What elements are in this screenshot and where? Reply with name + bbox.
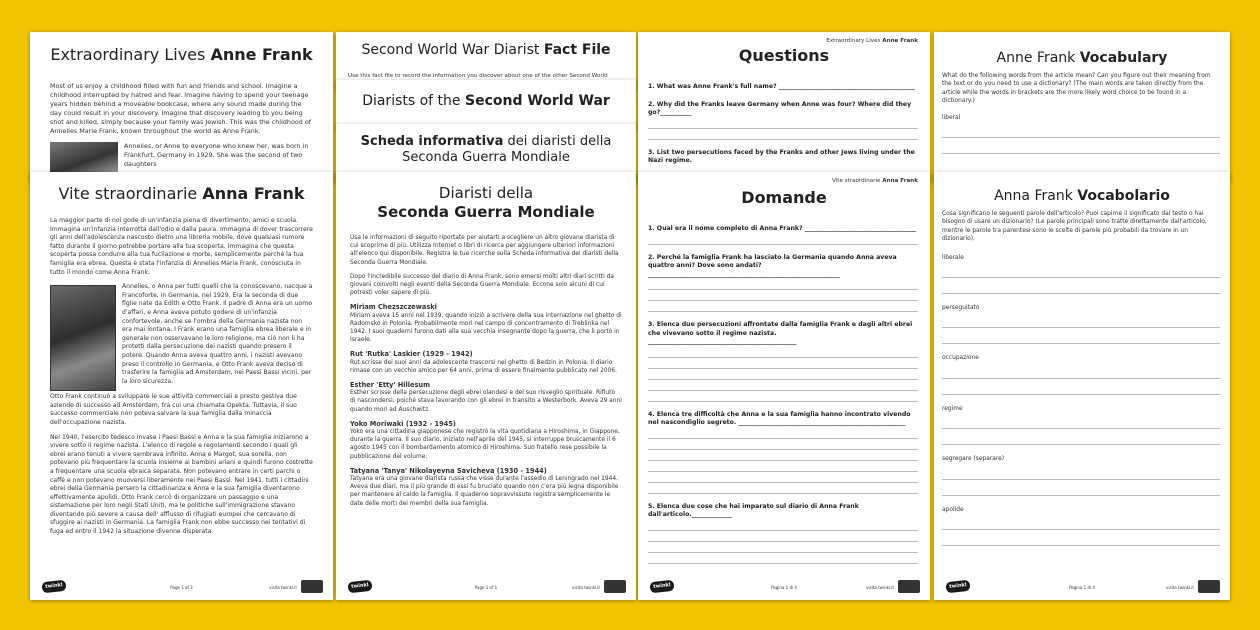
vocab-list xyxy=(942,254,1220,546)
paragraph: Annelies, or Anne to everyone who knew her, was born in Frankfurt, Germany in 1929. She was the second of two daughters xyxy=(124,142,309,168)
page-number: Pagina 1 di 4 xyxy=(1069,585,1095,590)
page-title: Vite straordinarie Anna Frank xyxy=(58,184,305,203)
brand-link: visita twinkl.it xyxy=(866,585,894,590)
answer-line[interactable] xyxy=(648,472,918,483)
answer-line[interactable] xyxy=(648,542,918,553)
page-title: Anne Frank Vocabulary xyxy=(996,50,1168,66)
twinkl-logo: twinkl xyxy=(41,580,66,593)
answer-line[interactable] xyxy=(942,312,1220,328)
worksheet-page-domande-it xyxy=(638,172,930,600)
answer-line[interactable] xyxy=(648,118,918,129)
answer-line[interactable] xyxy=(942,278,1220,294)
instructions: Use this fact file to record the information you discover about one of the other Second World xyxy=(348,73,608,79)
answer-line[interactable] xyxy=(942,413,1220,429)
twinkl-logo: twinkl xyxy=(347,580,372,593)
question-text: 5. Elenca due cose che hai imparato sul diario di Anna Frank dall'articolo._____________ xyxy=(648,502,859,518)
diarist-name: Tatyana 'Tanya' Nikolayevna Savicheva (1930 - 1944) xyxy=(350,466,547,475)
question-list xyxy=(638,207,930,564)
page-header: Extraordinary Lives Anne Frank xyxy=(826,38,918,44)
answer-line[interactable] xyxy=(942,429,1220,445)
twinkl-badge-icon xyxy=(898,580,920,593)
answer-line[interactable] xyxy=(942,122,1220,138)
answer-line[interactable] xyxy=(648,380,918,391)
page-number: Page 1 of 3 xyxy=(170,585,193,590)
diarist-name: Esther 'Etty' Hillesum xyxy=(350,381,430,390)
diarist-name: Miriam Chezszczewaski xyxy=(350,303,437,312)
answer-line[interactable] xyxy=(648,369,918,380)
page-title: Second World War Diarist Fact File xyxy=(361,42,611,58)
answer-line[interactable] xyxy=(942,514,1220,530)
answer-line[interactable] xyxy=(648,531,918,542)
answer-line[interactable] xyxy=(648,358,918,369)
worksheet-page-vite-straordinarie-it xyxy=(30,172,333,600)
twinkl-logo: twinkl xyxy=(945,580,970,593)
page-number: Page 1 of 1 xyxy=(474,585,498,590)
answer-line[interactable] xyxy=(648,483,918,494)
diarist-description: Rut scrisse dei suoi anni da adolescente trascorsi nel ghetto di Bedzin in Polonia. Il diario rimase con un vecchio amico per 64 anni, prima di essere finalmente pubblicato nel 2006. xyxy=(350,359,617,374)
brand-link: visita twinkl.it xyxy=(269,585,297,590)
photo-anne-frank xyxy=(50,142,118,172)
answer-line[interactable] xyxy=(942,262,1220,278)
question-text: 4. Elenca tre difficoltà che Anna e la sua famiglia hanno incontrato vivendo nel nascondiglio segreto. ______________________________________________________ xyxy=(648,410,911,426)
page-footer xyxy=(30,578,333,594)
diarist-name: Rut 'Rutka' Laskier (1929 - 1942) xyxy=(350,350,473,359)
answer-line[interactable] xyxy=(648,279,918,290)
page-footer xyxy=(934,578,1230,594)
answer-line[interactable] xyxy=(648,428,918,439)
brand-link: visita twinkl.it xyxy=(1166,585,1194,590)
answer-line[interactable] xyxy=(942,138,1220,154)
instructions: What do the following words from the article mean? Can you figure out their meaning from the text or do you need to use a dictionary? (The main words are taken directly from the article while the words in brackets are the more likely word choice to be found in a dictionary.) xyxy=(942,73,1211,105)
vocab-word: regime xyxy=(942,405,963,412)
question-text: 2. Perché la famiglia Frank ha lasciato la Germania quando Anna aveva quattro anni? Dove sono andati?______________________________________________________________ xyxy=(648,253,897,278)
answer-line[interactable] xyxy=(648,391,918,402)
worksheet-page-vocabulary-en xyxy=(934,32,1230,182)
diarist-description: Esther scrisse della persecuzione degli ebrei olandesi e del suo risveglio spirituale. Rifiutò di nascondersi, poiché stava lavorando con gli ebrei in transito a Westerbork. Aveva 29 anni quando morì ad Auschwitz. xyxy=(350,390,622,413)
worksheet-page-vocabolario-it xyxy=(934,172,1230,600)
diarist-description: Yoko era una cittadina giapponese che registrò la vita quotidiana a Hiroshima, in Giappone, durante la guerra. Il suo diario, iniziato nell'aprile del 1945, si interruppe bruscamente il 6 agosto 1945 con il bombardamento atomico di Hiroshima. Suo fratello rese possibile la pubblicazione del volume. xyxy=(350,429,620,460)
brand-link: visita twinkl.it xyxy=(572,585,600,590)
answer-line[interactable] xyxy=(942,328,1220,344)
paragraph: Annelies, o Anna per tutti quelli che la conoscevano, nacque a Francoforte, in Germania, nel 1929. Era la seconda di due figlie nate da Edith e Otto Frank. Il padre di Anna era un uomo d'affari, e Anna aveva potuto godere di un'infanzia confortevole, anche se l'ombra della Germania nazista non era mai lontana. I Frank erano una famiglia ebrea liberale e in generale non osservavano le loro religione, ma ciò non li ha protetti dalla persecuzione dei nazisti quando presero il potere. Quando Anna aveva quattro anni, i nazisti avevano preso il controllo in Germania, e Otto Frank aveva deciso di trasferire la famiglia ad Amsterdam, nei Paesi Bassi vicini, per la loro sicurezza. xyxy=(122,283,313,385)
vocab-word: liberal xyxy=(942,114,961,121)
answer-line[interactable] xyxy=(648,439,918,450)
twinkl-badge-icon xyxy=(1198,580,1220,593)
answer-line[interactable] xyxy=(648,129,918,140)
worksheet-page-diarists-en xyxy=(336,80,636,130)
question-text: 1. Qual era il nome completo di Anna Frank? ____________________________________ xyxy=(648,225,917,232)
answer-line[interactable] xyxy=(648,234,918,245)
answer-line[interactable] xyxy=(648,461,918,472)
page-footer xyxy=(638,578,930,594)
page-title: Anna Frank Vocabolario xyxy=(994,188,1170,204)
twinkl-logo: twinkl xyxy=(649,580,674,593)
answer-line[interactable] xyxy=(942,530,1220,546)
worksheet-page-extraordinary-lives-en xyxy=(30,32,333,182)
diarist-description: Tatyana era una giovane diarista russa che visse durante l'assedio di Leningrado nel 1944. Aveva due diari, ma il più grande di essi fu bruciato quando non c'era più legna disponibile per mantenere al caldo la famiglia. Il quaderno sopravvissuto registra semplicemente le date delle morti dei membri della sua famiglia. xyxy=(350,476,619,507)
paragraph: La maggior parte di noi gode di un'infanzia piena di divertimento, amici e scuola. Immagina un'infanzia interrotta dall'odio e dalla paura. Immagina di dover trascorrere gli anni dell'adolescenza nascosto dietro una libreria mobile, dove qualsiasi rumore fatto durante il giorno potrebbe portare alla tua scoperta. Immagina che questa scoperta possa condurre alla tua fucilazione e morte, semplicemente perché la tua famiglia era ebrea. Questa è stata l'infanzia di Annelies Maria Frank, conosciuta in tutto il mondo come Anna Frank. xyxy=(50,217,313,276)
paragraph: Most of us enjoy a childhood filled with fun and friends and school. Imagine a childhood interrupted by hatred and fear. Imagine having to spend your teenage years hidden behind a moveable bookcase, where any sound made during the day could result in your discovery. Imagine that discovery leading to you being shot and killed, simply because your family was Jewish. This was the childhood of Annelies Marie Frank, known throughout the world as Anne Frank. xyxy=(50,82,312,135)
answer-line[interactable] xyxy=(648,553,918,564)
vocab-word: segregare (separare) xyxy=(942,456,1005,463)
answer-line[interactable] xyxy=(942,379,1220,395)
worksheet-page-diaristi-it xyxy=(336,172,636,600)
question-text: 3. List two persecutions faced by the Franks and other Jews living under the Nazi regime. xyxy=(648,148,915,164)
answer-line[interactable] xyxy=(942,464,1220,480)
page-title: Domande xyxy=(741,188,827,207)
page-footer xyxy=(336,578,636,594)
instructions: Cosa significano le seguenti parole dell'articolo? Puoi capirne il significato dal testo o hai bisogno di usare un dizionario? (Le parole principali sono tratte direttamente dall'articolo, mentre le parole tra parentesi sono le scelte di parole più probabili da trovare in un dizionario). xyxy=(942,211,1207,243)
photo-anne-frank xyxy=(50,285,116,391)
page-title: Scheda informativa dei diaristi della Seconda Guerra Mondiale xyxy=(360,134,612,165)
diarist-description: Miriam aveva 15 anni nel 1939, quando iniziò a scrivere della sua internazione nel ghetto di Radomsko in Polonia. Probabilmente morì nel campo di concentramento di Treblinka nel 1942. I suoi quaderni furono dati alla sua vecchia insegnante dopo la guerra, che li portò in Israele. xyxy=(350,312,622,344)
vocab-word: liberale xyxy=(942,254,964,261)
diarist-name: Yoko Moriwaki (1932 - 1945) xyxy=(350,419,456,428)
diarist-list xyxy=(350,303,622,507)
page-title: Diarists of the Second World War xyxy=(362,93,610,109)
answer-line[interactable] xyxy=(648,290,918,301)
paragraph: Nel 1940, l'esercito tedesco invase i Paesi Bassi e Anna e la sua famiglia iniziarono a vivere sotto il regime nazista. L'elenco di regole e regolamenti secondo i quali gli ebrei erano tenuti a vivere sembrava infinito. Anna e Margot, sua sorella, non potevano più frequentare la scuola insieme ai bambini ariani e quindi furono costrette a frequentare una scuola ebraica separata. Non potevano entrare in certi parchi o caffè e non potevano muoversi liberamente nei Paesi Bassi. Nel 1941, tutti i cittadini ebrei della Germania persero la cittadinanza e Anna e la sua famiglia diventarono effettivamente apolidi. Otto Frank cercò di organizzare un passaggio e una sistemazione per loro negli Stati Uniti, ma le politiche sull'immigrazione stavano diventando più severe a causa dell' afflusso di rifugiati europei che cercavano di sfuggire ai nazisti in Germania. La famiglia Frank non ebbe successo nei tentativi di fuga ed entro il 1942 la situazione divenne disperata. xyxy=(50,433,313,536)
paragraph: Dopo l'incredibile successo del diario di Anna Frank, sono emersi molti altri diari scritti da giovani coinvolti negli eventi della Seconda Guerra Mondiale. Eccone solo alcuni di cui potresti voler sapere di più. xyxy=(350,273,614,297)
vocab-word: apolide xyxy=(942,506,964,513)
question-text: 2. Why did the Franks leave Germany when Anne was four? Where did they go?__________ xyxy=(648,100,912,116)
page-header: Vite straordinarie Anna Frank xyxy=(832,178,918,184)
page-number: Pagina 1 di 4 xyxy=(771,585,797,590)
answer-line[interactable] xyxy=(648,450,918,461)
worksheet-page-questions-en xyxy=(638,32,930,182)
question-text: 1. What was Anne Frank's full name? ____________________________________________ xyxy=(648,83,915,90)
question-text: 3. Elenca due persecuzioni affrontate dalla famiglia Frank e dagli altri ebrei che vivevano sotto il regime nazista. ________________________________________________ xyxy=(648,321,913,345)
paragraph: Otto Frank continuò a sviluppare le sue attività commerciali e presto gestiva due aziende di successo ad Amsterdam, tra cui una chiamata Opekta. Tuttavia, il suo successo commerciale non poteva salvare la sua famiglia dalla minaccia dell'occupazione nazista. xyxy=(50,393,297,426)
twinkl-badge-icon xyxy=(301,580,323,593)
answer-line[interactable] xyxy=(942,480,1220,496)
question-list xyxy=(638,65,930,166)
answer-line[interactable] xyxy=(648,520,918,531)
vocab-word: perseguitato xyxy=(942,305,980,312)
page-title: Questions xyxy=(738,46,830,65)
vocab-word: occupazione xyxy=(942,355,979,362)
answer-line[interactable] xyxy=(648,347,918,358)
page-title: Extraordinary Lives Anne Frank xyxy=(50,45,313,64)
answer-line[interactable] xyxy=(648,301,918,312)
twinkl-badge-icon xyxy=(604,580,626,593)
page-title: Diaristi della Seconda Guerra Mondiale xyxy=(377,184,595,221)
answer-line[interactable] xyxy=(942,363,1220,379)
paragraph: Usa le informazioni di seguito riportate per aiutarti a scegliere un altro giovane diarista di cui scoprirne di più. Utilizza Internet o libri di ricerca per aggiungere ulteriori informazioni all'elenco qui disponibile. Registra le tue ricerche sulla Scheda informativa dei diaristi della Seconda Guerra Mondiale. xyxy=(350,235,619,266)
